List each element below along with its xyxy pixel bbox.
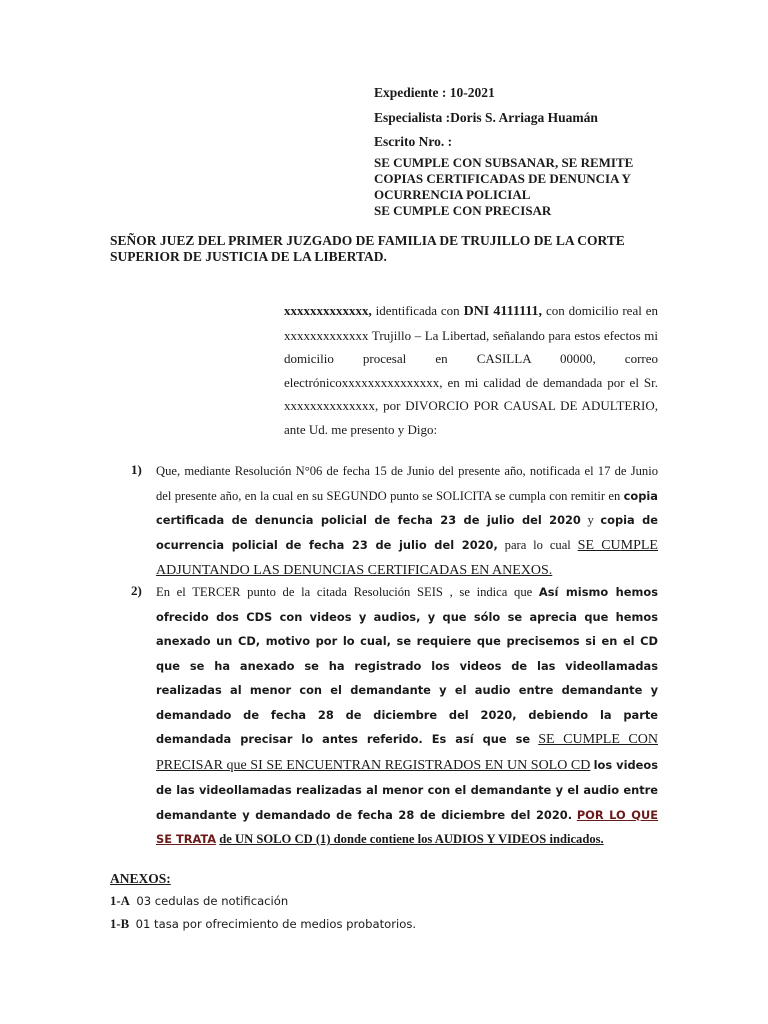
item-text: Que, mediante Resolución N°06 de fecha 15 de Junio del presente año, notificada el 17 de Junio del presente año, en la cual en su SEGUNDO punto se SOLICITA se cumpla con remitir en — [156, 464, 658, 503]
anexo-code: 1-A — [110, 894, 130, 908]
anexo-text: 01 tasa por ofrecimiento de medios probatorios. — [135, 917, 417, 931]
dni-number: DNI 4111111, — [463, 304, 543, 319]
applicant-name: xxxxxxxxxxxxx, — [284, 303, 372, 318]
item-bold-text: copia de ocurrencia policial de fecha 23 de julio del 2020, — [156, 513, 659, 552]
sumilla-line: SE CUMPLE CON PRECISAR — [374, 203, 552, 218]
anexo-text: 03 cedulas de notificación — [136, 894, 289, 908]
item-1-paragraph — [156, 459, 658, 584]
item-underlined-text: de UN SOLO CD (1) donde contiene los AUDIOS Y VIDEOS indicados. — [219, 832, 604, 846]
intro-paragraph — [284, 299, 658, 441]
item-text: para lo cual — [497, 537, 578, 552]
intro-text: con domicilio real en xxxxxxxxxxxxx Trujillo – La Libertad, señalando para estos efectos mi domicilio procesal en CASILLA 00000, correo electrónicoxxxxxxxxxxxxxxx, en mi calidad de demandada por el Sr. xxxxxxxxxxxxxx, por DIVORCIO POR CAUSAL DE ADULTERIO, ante Ud. me presento y Digo: — [284, 303, 658, 437]
item-text: En el TERCER punto de la citada Resolución SEIS , se indica que — [156, 585, 539, 599]
sumilla-line: COPIAS CERTIFICADAS DE DENUNCIA Y — [374, 171, 631, 186]
item-2-paragraph — [156, 580, 658, 852]
item-text: y — [580, 513, 601, 527]
anexos-heading: ANEXOS: — [110, 871, 171, 886]
item-underlined-text: SE CUMPLE ADJUNTANDO LAS DENUNCIAS CERTIFICADAS EN ANEXOS. — [156, 537, 658, 578]
anexo-code: 1-B — [110, 917, 130, 931]
item-number: 2) — [131, 583, 142, 598]
escrito-number: Escrito Nro. : — [374, 134, 453, 149]
item-bold-text: copia certificada de denuncia policial de fecha 23 de julio del 2020 — [156, 488, 658, 527]
item-bold-text: Así mismo hemos ofrecido dos CDS con videos y audios, y que sólo se aprecia que hemos anexado un CD, motivo por lo cual, se requiere que precisemos si en el CD que se ha anexado se ha registrado los videos de las videollamadas realizadas al menor con el demandante y el audio entre demandante y demandado de fecha 28 de diciembre del 2020, debiendo la parte demandada precisar lo antes referido. Es así que se — [156, 585, 658, 746]
anexo-item — [110, 917, 416, 932]
intro-text: identificada con — [371, 303, 464, 318]
item-underlined-text: SE CUMPLE CON PRECISAR que SI SE ENCUENTRAN REGISTRADOS EN UN SOLO CD — [156, 732, 658, 773]
item-bold-text: los videos de las videollamadas realizadas al menor con el demandante y el audio entre demandante y demandado de fecha 28 de diciembre del 2020. — [156, 757, 658, 822]
anexo-item — [110, 894, 288, 909]
item-number: 1) — [131, 462, 142, 477]
sumilla — [374, 155, 674, 219]
item-underlined-bold-text: POR LO QUE SE TRATA — [156, 807, 659, 846]
addressee: SEÑOR JUEZ DEL PRIMER JUZGADO DE FAMILIA DE TRUJILLO DE LA CORTE SUPERIOR DE JUSTICIA DE LA LIBERTAD. — [110, 233, 625, 264]
sumilla-line: OCURRENCIA POLICIAL — [374, 187, 531, 202]
sumilla-line: SE CUMPLE CON SUBSANAR, SE REMITE — [374, 155, 634, 170]
expediente-number: Expediente : 10-2021 — [374, 85, 495, 100]
especialista-name: Especialista :Doris S. Arriaga Huamán — [374, 110, 598, 125]
